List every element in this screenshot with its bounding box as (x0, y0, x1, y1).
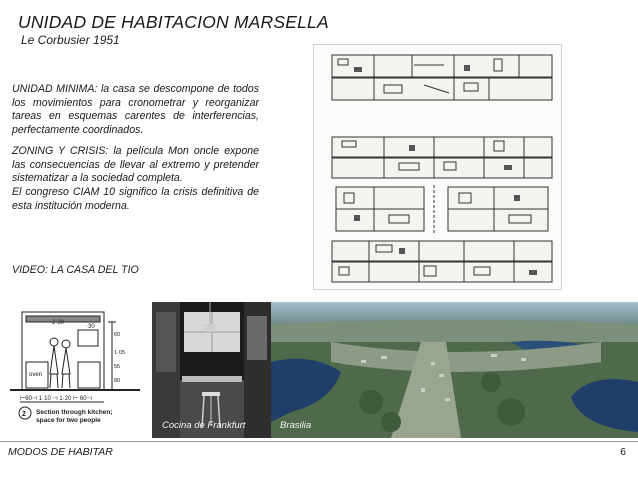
kitchen-section-drawing (0, 302, 152, 438)
dim-v2-label: 1·05 (114, 350, 126, 356)
frankfurt-kitchen-photo (152, 302, 271, 438)
dim-v1-label: 60 (114, 332, 121, 338)
page-subtitle: Le Corbusier 1951 (21, 33, 120, 47)
oven-label: oven (29, 372, 43, 378)
kitchen-section-diagram (0, 302, 152, 438)
kitchen-caption-line1: Section through kitchen; (36, 409, 113, 416)
dim-v4-label: 80 (114, 378, 121, 384)
caption-brasilia: Brasilia (280, 420, 312, 431)
paragraph-unidad-minima: UNIDAD MINIMA: la casa se descompone de todos los movimientos para cronometrar y reorganizar tareas en esquemas carentes de interferencias, perfectamente coordinados. (12, 83, 259, 137)
caption-frankfurt: Cocina de Frankfurt (162, 420, 246, 431)
paragraph-zoning-crisis (12, 145, 259, 214)
kitchen-caption-line2: space for two people (36, 417, 101, 424)
video-link[interactable]: VIDEO: LA CASA DEL TIO (12, 264, 139, 276)
brasilia-aerial-image (271, 302, 638, 438)
page-number: 6 (620, 446, 626, 458)
brasilia-aerial-photo (271, 302, 638, 438)
floor-plans-image (313, 44, 562, 290)
dim-right-label: ·30 (86, 324, 95, 330)
dim-v3-label: 55 (114, 364, 121, 370)
paragraph-ciam-text: El congreso CIAM 10 significo la crisis definitiva de esta institución moderna. (12, 186, 259, 212)
figure-number: 2 (22, 411, 26, 418)
dim-top-label: 2·30 (52, 320, 65, 326)
dim-bottom-label: ⊢60⊣ 1·10 ⊣ 1·20 ⊢ 60⊣ (20, 396, 92, 402)
frankfurt-kitchen-image (152, 302, 271, 438)
paragraph-zoning-text: ZONING Y CRISIS: la película Mon oncle expone las consecuencias de llevar al extremo y pretender sistematizar a la sociedad completa. (12, 145, 259, 185)
floor-plans-drawing (314, 45, 561, 289)
footer-text: MODOS DE HABITAR (8, 446, 113, 458)
page-title: UNIDAD DE HABITACION MARSELLA (18, 12, 329, 32)
footer-divider (0, 441, 638, 442)
